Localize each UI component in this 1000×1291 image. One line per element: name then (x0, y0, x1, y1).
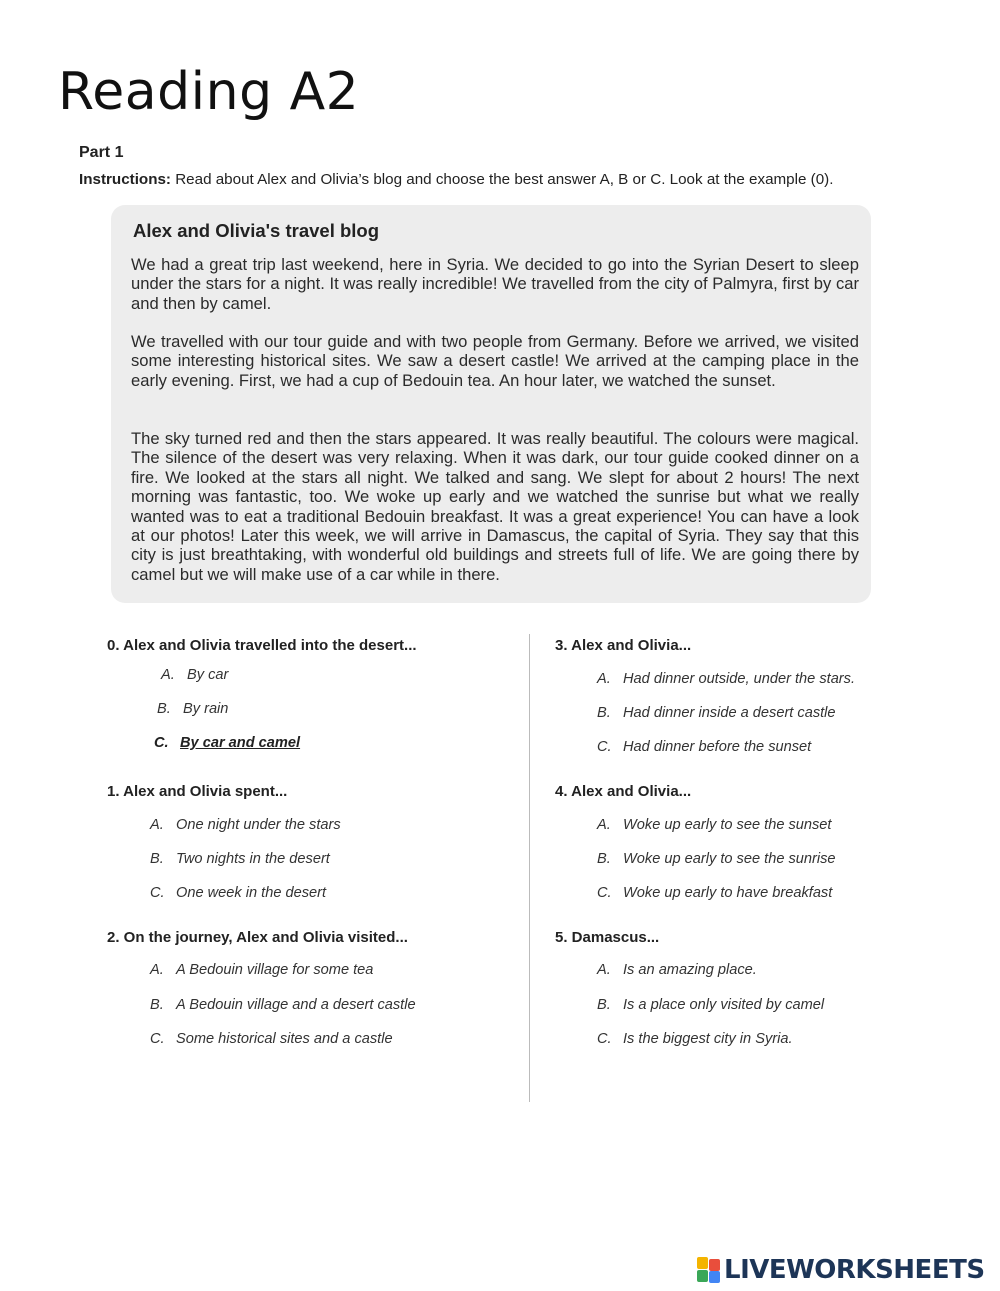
option-letter: B. (150, 997, 164, 1013)
blog-paragraph-2: We travelled with our tour guide and with two people from Germany. Before we arrived, we visited some interesting historical sites. We saw a desert castle! We arrived at the camping place in the early evening. First, we had a cup of Bedouin tea. An hour later, we watched the sunset. (131, 332, 859, 390)
logo-square-4 (709, 1271, 720, 1283)
question-1-option-c[interactable] (150, 885, 326, 901)
option-text: One night under the stars (176, 817, 341, 833)
instructions-label: Instructions: (79, 171, 171, 188)
option-text: By rain (183, 701, 229, 717)
option-text: By car (187, 667, 229, 683)
option-letter: B. (597, 851, 611, 867)
option-letter: A. (161, 667, 175, 683)
blog-paragraph-3: The sky turned red and then the stars appeared. It was really beautiful. The colours were magical. The silence of the desert was very relaxing. When it was dark, our tour guide cooked dinner on a fire. We looked at the stars all night. We talked and sang. We slept for about 2 hours! The next morning was fantastic, too. We woke up early and we watched the sunrise but what we really wanted was to eat a traditional Bedouin breakfast. It was a great experience! You can have a look at our photos! Later this week, we will arrive in Damascus, the capital of Syria. They say that this city is just breathtaking, with wonderful old buildings and streets full of life. We are going there by camel but we will make use of a car while in there. (131, 429, 859, 584)
option-letter: A. (597, 817, 611, 833)
option-text: One week in the desert (176, 885, 327, 901)
blog-box (111, 205, 871, 603)
question-0-option-b[interactable] (157, 701, 228, 717)
option-letter: C. (597, 885, 612, 901)
logo-text: LIVEWORKSHEETS (724, 1255, 985, 1285)
question-3: 3. Alex and Olivia... (555, 637, 692, 654)
question-3-option-c[interactable] (597, 739, 811, 755)
question-4-option-c[interactable] (597, 885, 832, 901)
option-text: Is an amazing place. (623, 962, 757, 978)
option-text: Had dinner before the sunset (623, 739, 812, 755)
question-0-option-c-example-answer[interactable] (154, 735, 300, 751)
column-divider (529, 634, 530, 1102)
question-3-option-b[interactable] (597, 705, 836, 721)
instructions (79, 171, 833, 188)
question-1: 1. Alex and Olivia spent... (107, 783, 288, 800)
option-text: Is a place only visited by camel (623, 997, 825, 1013)
option-text: Had dinner outside, under the stars. (623, 671, 856, 687)
part-label: Part 1 (79, 144, 124, 161)
option-letter: B. (157, 701, 171, 717)
option-text: Had dinner inside a desert castle (623, 705, 836, 721)
option-letter: B. (597, 997, 611, 1013)
option-letter: C. (154, 735, 169, 751)
option-text: By car and camel (180, 735, 301, 751)
question-1-option-a[interactable] (150, 817, 341, 833)
question-5-option-a[interactable] (597, 962, 757, 978)
liveworksheets-logo-icon (697, 1257, 721, 1283)
option-letter: A. (150, 817, 164, 833)
question-2-option-b[interactable] (150, 997, 416, 1013)
option-letter: B. (150, 851, 164, 867)
liveworksheets-logo (697, 1255, 985, 1285)
question-2-option-c[interactable] (150, 1031, 393, 1047)
question-2: 2. On the journey, Alex and Olivia visited... (107, 929, 408, 946)
option-text: Woke up early to see the sunset (623, 817, 832, 833)
blog-title: Alex and Olivia's travel blog (133, 220, 380, 241)
option-letter: A. (597, 962, 611, 978)
option-letter: C. (150, 885, 165, 901)
option-letter: A. (150, 962, 164, 978)
blog-paragraph-1: We had a great trip last weekend, here in Syria. We decided to go into the Syrian Desert to sleep under the stars for a night. It was really incredible! We travelled from the city of Palmyra, first by car and then by camel. (131, 255, 859, 313)
option-text: Woke up early to see the sunrise (623, 851, 836, 867)
option-letter: C. (150, 1031, 165, 1047)
question-5-option-c[interactable] (597, 1031, 793, 1047)
option-letter: A. (597, 671, 611, 687)
page-title: Reading A2 (58, 62, 360, 122)
question-2-option-a[interactable] (150, 962, 373, 978)
instructions-text: Read about Alex and Olivia’s blog and choose the best answer A, B or C. Look at the example (0). (170, 171, 834, 188)
option-text: Two nights in the desert (176, 851, 330, 867)
question-1-option-b[interactable] (150, 851, 330, 867)
logo-square-1 (697, 1257, 708, 1269)
question-4-option-a[interactable] (597, 817, 831, 833)
question-3-option-a[interactable] (597, 671, 855, 687)
option-text: Some historical sites and a castle (176, 1031, 393, 1047)
logo-square-2 (709, 1259, 720, 1271)
option-text: A Bedouin village for some tea (176, 962, 374, 978)
question-4-option-b[interactable] (597, 851, 836, 867)
question-0-option-a[interactable] (161, 667, 228, 683)
option-letter: B. (597, 705, 611, 721)
question-0: 0. Alex and Olivia travelled into the desert... (107, 637, 417, 654)
option-text: Is the biggest city in Syria. (623, 1031, 793, 1047)
option-text: A Bedouin village and a desert castle (176, 997, 416, 1013)
option-text: Woke up early to have breakfast (623, 885, 833, 901)
option-letter: C. (597, 739, 612, 755)
question-5-option-b[interactable] (597, 997, 824, 1013)
question-4: 4. Alex and Olivia... (555, 783, 692, 800)
question-5: 5. Damascus... (555, 929, 660, 946)
logo-square-3 (697, 1270, 708, 1282)
option-letter: C. (597, 1031, 612, 1047)
